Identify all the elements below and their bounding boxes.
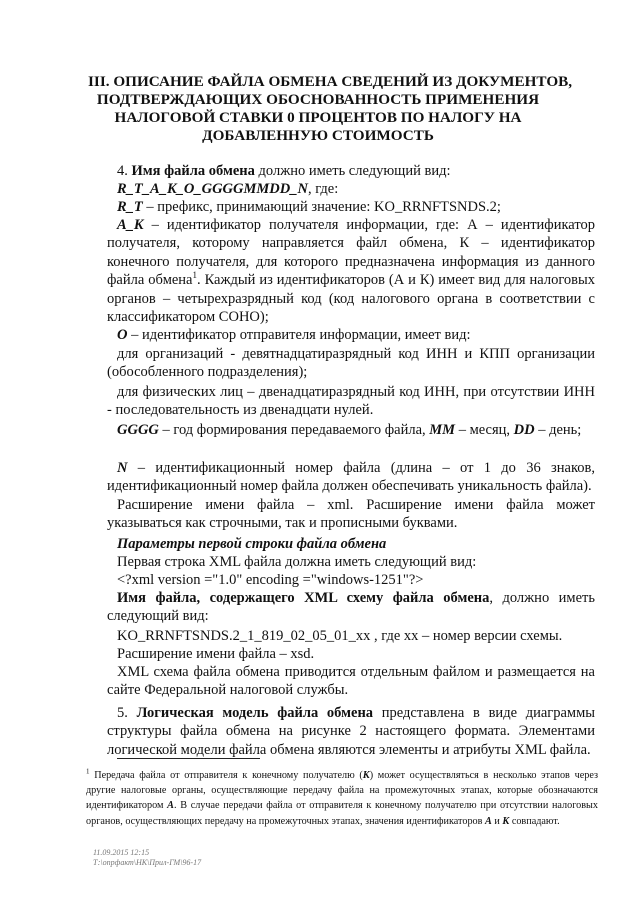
text: . Каждый из идентификаторов (А и К) имеет вид для налоговых органов – четырехразрядный код (код налогового органа в соответствии с классификатором СОНО); [107,272,595,326]
text: К [502,815,510,827]
heading-line: ДОБАВЛЕННУЮ СТОИМОСТЬ [202,127,434,144]
code-o: O [117,327,128,343]
text: К [362,770,370,781]
code-rt: R_T [117,199,143,215]
text: Передача файла от отправителя к конечному получателю ( [89,770,363,781]
paragraph-n [107,459,595,496]
text: . В случае передачи файла от отправителя к конечному получателю при отсутствии налоговых органов, осуществляющих передачу на промежуточных этапах, значения идентификаторов [86,800,598,827]
xsd-extension: Расширение имени файла – xsd. [117,646,315,662]
text: А [485,815,492,827]
text: должно иметь следующий вид: [254,163,451,179]
paragraph-xml-schema: XML схема файла обмена приводится отдельным файлом и размещается на сайте Федеральной налоговой службы. [107,664,595,699]
text: – день; [534,422,582,438]
text: А [167,800,174,812]
item-number: 4. [117,163,128,179]
code-gggg: GGGG [117,422,159,438]
footnote [86,768,598,829]
heading-line: НАЛОГОВОЙ СТАВКИ 0 ПРОЦЕНТОВ ПО НАЛОГУ НА [114,109,522,126]
xml-declaration: <?xml version ="1.0" encoding ="windows-1251"?> [117,572,424,588]
schema-label: Имя файла, содержащего XML схему файла обмена [117,590,490,606]
logical-model-label: Логическая модель файла обмена [136,705,374,721]
text: , должно иметь следующий вид: [107,590,595,625]
text: представлена в виде диаграммы структуры файла обмена на рисунке 2 настоящего формата. Элементами логической модели файла обмена являются элементы и атрибуты XML файла. [107,705,596,758]
paragraph-phys: для физических лиц – двенадцатиразрядный код ИНН, при отсутствии ИНН - последовательность из двенадцати нулей. [107,384,595,419]
text: ) может осуществляться в несколько этапов через другие налоговые органы, осуществляющие передачу файла на промежуточных этапах, которые обозначаются идентификатором [86,770,598,812]
heading-line: III. ОПИСАНИЕ ФАЙЛА ОБМЕНА СВЕДЕНИЙ ИЗ ДОКУМЕНТОВ, [88,73,573,90]
prefix-line [117,198,501,216]
paragraph-org: для организаций - девятнадцатиразрядный код ИНН и КПП организации (обособленного подразделения); [107,346,595,381]
paragraph-schema [107,589,595,626]
paragraph-ak [107,216,595,326]
params-subheading: Параметры первой строки файла обмена [117,536,387,552]
paragraph-extension: Расширение имени файла – xml. Расширение имени файла может указываться как строчными, так и прописными буквами. [107,497,595,532]
text: совпадают. [509,815,560,827]
text: – идентификационный номер файла (длина – от 1 до 36 знаков, идентификационный номер файла должен обеспечивать уникальность файла). [107,460,595,495]
footnote-divider [117,758,260,759]
item-number: 5. [117,705,128,721]
text: , где: [307,181,339,197]
sender-line [117,326,471,344]
item-4-lead [117,162,451,180]
file-name-label: Имя файла обмена [131,163,255,179]
code-mm: MM [429,422,456,438]
footnote-number: 1 [86,767,90,776]
code-n: N [117,460,128,476]
text: – идентификатор получателя информации, где: А – идентификатор получателя, которому направляется файл обмена, К – идентификатор конечного получателя, для которого предназначена информация из данного файла обмена [107,217,595,289]
file-name-pattern-line [117,180,338,198]
file-stamp-date: 11.09.2015 12:15 [93,848,150,857]
file-name-pattern: R_T_A_K_O_GGGGMMDD_N [117,181,308,197]
paragraph-item-5 [107,704,595,759]
paragraph-date [107,421,595,439]
text: – год формирования передаваемого файла, [158,422,430,438]
text: – идентификатор отправителя информации, имеет вид: [127,327,471,343]
first-line-text: Первая строка XML файла должна иметь следующий вид: [117,554,477,570]
footnote-ref: 1 [192,270,197,281]
file-stamp-path: Т:\опрфакт\НК\Прил-ГМ\96-17 [93,858,202,867]
code-dd: DD [513,422,535,438]
section-heading [88,73,573,145]
heading-line: ПОДТВЕРЖДАЮЩИХ ОБОСНОВАННОСТЬ ПРИМЕНЕНИЯ [96,91,540,108]
code-ak: A_K [117,217,144,233]
text: – месяц, [455,422,514,438]
text: и [491,815,503,827]
schema-file-name: KO_RRNFTSNDS.2_1_819_02_05_01_xx , где хх – номер версии схемы. [117,628,563,644]
text: – префикс, принимающий значение: KO_RRNFTSNDS.2; [142,199,501,215]
